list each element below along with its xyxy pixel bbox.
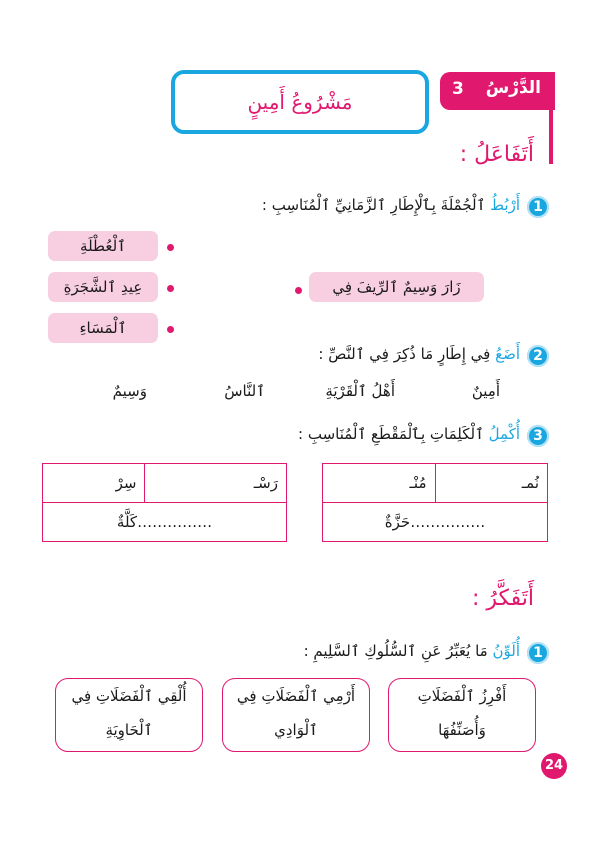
- lesson-number: 3: [452, 79, 464, 99]
- syllable-table-right: [322, 463, 548, 542]
- option-pill[interactable]: ٱلْمَسَاءِ: [48, 313, 158, 343]
- behavior-card[interactable]: [388, 678, 536, 752]
- q1-text: ٱلْجُمْلَةَ بِٱلْإِطَارِ ٱلزَّمَانِيِّ ٱلْمُنَاسِبِ :: [261, 196, 486, 214]
- option-bullet: [167, 326, 174, 333]
- table-cell[interactable]: سِرْ: [43, 464, 145, 503]
- card-line: أُلْقِي ٱلْفَضَلَاتِ فِي: [71, 687, 187, 705]
- behavior-card[interactable]: [55, 678, 203, 752]
- lesson-side-line: [549, 108, 553, 164]
- option-pill[interactable]: ٱلْعُطْلَةِ: [48, 231, 158, 261]
- q2-instruction: [318, 345, 520, 363]
- q1-verb: أَرْبُطُ: [490, 196, 520, 214]
- q3-text: ٱلْكَلِمَاتِ بِٱلْمَقْطَعِ ٱلْمُنَاسِبِ :: [298, 425, 484, 443]
- lesson-tab: [440, 72, 555, 110]
- table-cell[interactable]: مُنْـ: [323, 464, 436, 503]
- q4-verb: أُلَوِّنُ: [492, 642, 520, 660]
- q2-text: فِي إِطَارٍ مَا ذُكِرَ فِي ٱلنَّصِّ :: [318, 345, 491, 363]
- option-bullet: [167, 244, 174, 251]
- section-interact: أَتَفَاعَلُ :: [459, 142, 534, 167]
- behavior-card[interactable]: [222, 678, 370, 752]
- card-line: أَرْمِي ٱلْفَضَلَاتِ فِي: [236, 687, 356, 705]
- option-pill[interactable]: عِيدِ ٱلشَّجَرَةِ: [48, 272, 158, 302]
- q2-verb: أَضَعُ: [495, 345, 520, 363]
- q1-number-badge: 1: [527, 196, 549, 218]
- table-cell[interactable]: نُمـ: [435, 464, 548, 503]
- lesson-label: الدَّرْسُ: [485, 78, 541, 98]
- q3-instruction: [298, 425, 520, 443]
- q4-text: مَا يُعَبِّرُ عَنِ ٱلسُّلُوكِ ٱلسَّلِيمِ :: [303, 642, 488, 660]
- table-cell-answer[interactable]: ……………كَلَّةٌ: [43, 503, 287, 542]
- q1-instruction: [262, 196, 520, 214]
- word-option[interactable]: أَهْلُ ٱلْقَرْيَةِ: [325, 382, 395, 400]
- sentence-bullet: [295, 287, 302, 294]
- q3-verb: أُكْمِلُ: [488, 425, 520, 443]
- card-line: وَأُصَنِّفُهَا: [438, 721, 486, 739]
- lesson-title-box: [171, 70, 429, 134]
- card-line: ٱلْحَاوِيَةِ: [105, 721, 153, 739]
- syllable-table-left: [42, 463, 287, 542]
- section-think: أَتَفَكَّرُ :: [471, 586, 534, 611]
- word-option[interactable]: ٱلنَّاسُ: [224, 382, 265, 400]
- word-option[interactable]: أَمِينٌ: [471, 382, 500, 400]
- word-option[interactable]: وَسِيمٌ: [112, 382, 147, 400]
- q4-number-badge: 1: [527, 642, 549, 664]
- card-line: ٱلْوَادِي: [274, 721, 318, 739]
- page-number: 24: [541, 753, 567, 779]
- sentence-pill[interactable]: زَارَ وَسِيمٌ ٱلرِّيفَ فِي: [309, 272, 484, 302]
- page-title: مَشْرُوعُ أَمِينٍ: [247, 90, 353, 114]
- q2-number-badge: 2: [527, 345, 549, 367]
- q3-number-badge: 3: [527, 425, 549, 447]
- q4-instruction: [304, 642, 520, 660]
- option-bullet: [167, 285, 174, 292]
- card-line: أَفْرِزُ ٱلْفَضَلَاتِ: [417, 687, 507, 705]
- table-cell-answer[interactable]: ……………حَزَّةٌ: [323, 503, 548, 542]
- table-cell[interactable]: رَسْـ: [145, 464, 287, 503]
